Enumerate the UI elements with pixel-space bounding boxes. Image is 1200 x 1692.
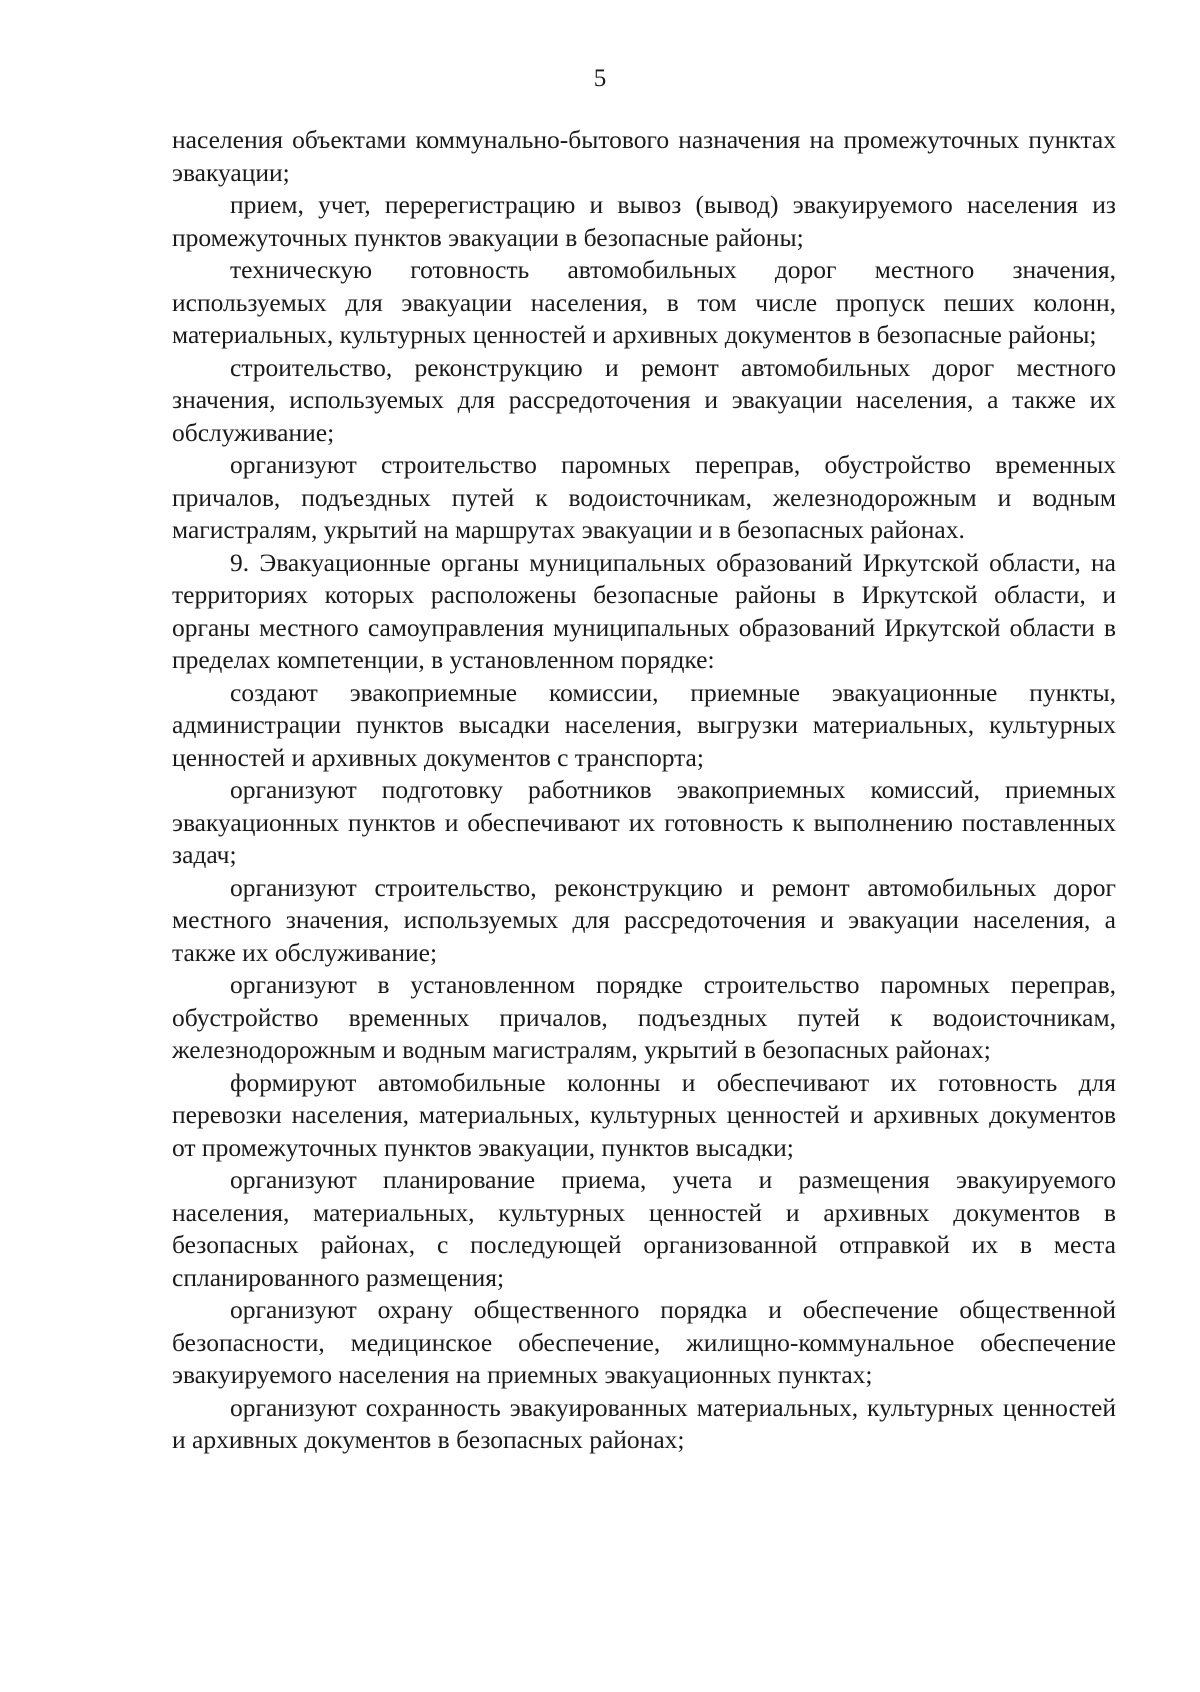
page-number: 5: [593, 65, 607, 92]
paragraph: организуют охрану общественного порядка и обеспечение общественной безопасности, медицинское обеспечение, жилищно-коммунальное обеспечение эвакуируемого населения на приемных эвакуационных пунктах;: [172, 1295, 1116, 1389]
paragraph: формируют автомобильные колонны и обеспечивают их готовность для перевозки населения, материальных, культурных ценностей и архивных документов от промежуточных пунктов эвакуации, пунктов высадки;: [172, 1067, 1116, 1162]
paragraph: организуют подготовку работников эвакоприемных комиссий, приемных эвакуационных пунктов и обеспечивают их готовность к выполнению поставленных задач;: [172, 775, 1116, 869]
paragraph-item-9: 9. Эвакуационные органы муниципальных образований Иркутской области, на территориях которых расположены безопасные районы в Иркутской области, и органы местного самоуправления муниципальных образований Иркутской области в пределах компетенции, в установленном порядке:: [172, 547, 1116, 674]
paragraph: строительство, реконструкцию и ремонт автомобильных дорог местного значения, используемых для рассредоточения и эвакуации населения, а также их обслуживание;: [172, 352, 1116, 447]
paragraph: прием, учет, перерегистрацию и вывоз (вывод) эвакуируемого населения из промежуточных пунктов эвакуации в безопасные районы;: [172, 190, 1116, 252]
paragraph: техническую готовность автомобильных дорог местного значения, используемых для эвакуации населения, в том числе пропуск пеших колонн, материальных, культурных ценностей и архивных документов в безопасные районы;: [172, 255, 1116, 349]
paragraph: организуют строительство паромных переправ, обустройство временных причалов, подъездных путей к водоисточникам, железнодорожным и водным магистралям, укрытий на маршрутах эвакуации и в безопасных районах.: [172, 450, 1116, 544]
paragraph: организуют строительство, реконструкцию и ремонт автомобильных дорог местного значения, используемых для рассредоточения и эвакуации населения, а также их обслуживание;: [172, 872, 1116, 967]
paragraph-continuation: населения объектами коммунально-бытового назначения на промежуточных пунктах эвакуации;: [172, 125, 1116, 187]
paragraph: организуют в установленном порядке строительство паромных переправ, обустройство временных причалов, подъездных путей к водоисточникам, железнодорожным и водным магистралям, укрытий в безопасных районах;: [172, 970, 1116, 1064]
paragraph: организуют планирование приема, учета и размещения эвакуируемого населения, материальных, культурных ценностей и архивных документов в безопасных районах, с последующей организованной отправкой их в места спланированного размещения;: [172, 1165, 1116, 1292]
paragraph: создают эвакоприемные комиссии, приемные эвакуационные пункты, администрации пунктов высадки населения, выгрузки материальных, культурных ценностей и архивных документов с транспорта;: [172, 677, 1116, 772]
paragraph: организуют сохранность эвакуированных материальных, культурных ценностей и архивных документов в безопасных районах;: [172, 1392, 1116, 1454]
document-body: [172, 124, 1116, 1457]
